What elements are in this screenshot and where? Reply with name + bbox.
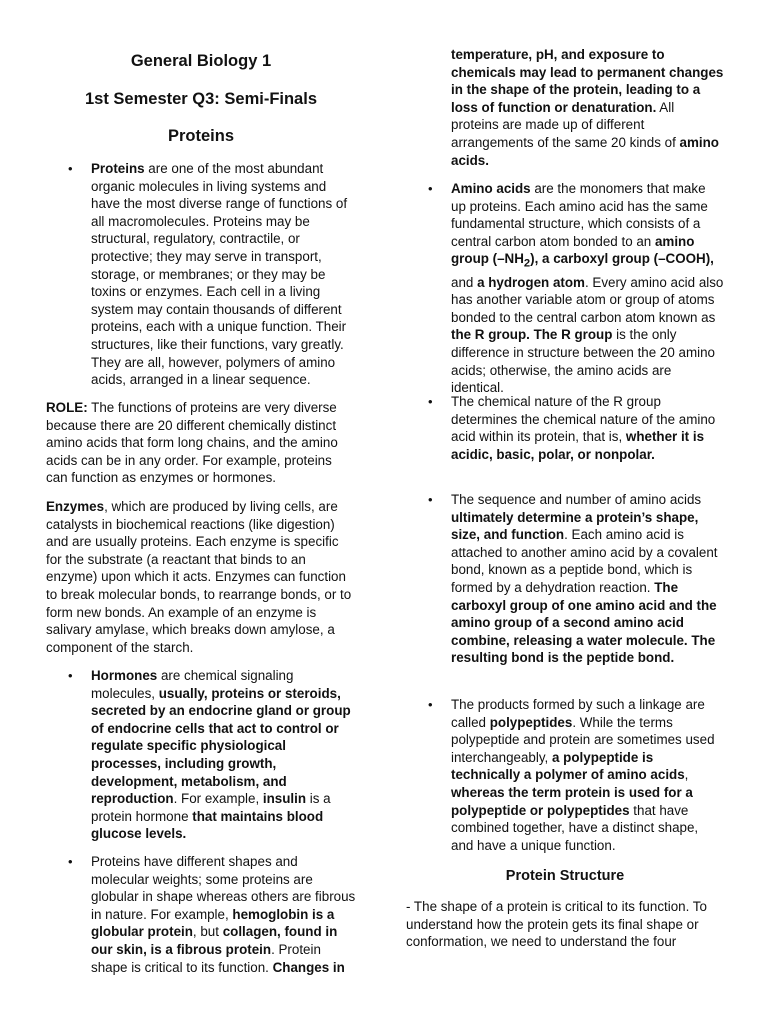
polypeptides-bullet <box>406 696 724 854</box>
proteins-paragraph: • Proteins are one of the most abundant organic molecules in living systems and have the most diverse range of functions of all macromolecules. Proteins may be structural, regulatory, contractile, or protective; they may serve in transport, storage, or membranes; or they may be toxins or enzymes. Each cell in a living system may contain thousands of different proteins, each with a unique function. Their structures, like their functions, vary greatly. They are all, however, polymers of amino acids, arranged in a linear sequence. <box>91 161 348 388</box>
sequence-paragraph: • The sequence and number of amino acids ultimately determine a protein’s shape, size, and function. Each amino acid is attached to another amino acid by a covalent bond, known as a peptide bond, which is formed by a dehydration reaction. The carboxyl group of one amino acid and the amino group of a second amino acid combine, releasing a water molecule. The resulting bond is the peptide bond. <box>451 492 718 666</box>
amino-acids-paragraph: • Amino acids are the monomers that make up proteins. Each amino acid has the same fundamental structure, which consists of a central carbon atom bonded to an amino group $(-NH_2)$, a carboxyl group (–COOH), and a hydrogen atom. Every amino acid also has another variable atom or group of atoms bonded to the central carbon atom known as the R group. The R group is the only difference in structure between the 20 amino acids; otherwise, the amino acids are identical. <box>451 181 724 396</box>
course-title: General Biology 1 <box>130 52 272 70</box>
denaturation-paragraph: temperature, pH, and exposure to chemicals may lead to permanent changes in the shape of the protein, leading to a loss of function or denaturation. All proteins are made up of different arrangements of the same 20 kinds of amino acids. <box>451 47 724 168</box>
enzymes-paragraph: Enzymes, which are produced by living cells, are catalysts in biochemical reactions (like digestion) and are usually proteins. Each enzyme is specific for the substrate (a reactant that binds to an enzyme) upon which it acts. Enzymes can function to break molecular bonds, to rearrange bonds, or to form new bonds. An example of an enzyme is salivary amylase, which breaks down amylose, a component of the starch. <box>46 499 352 655</box>
hormones-paragraph: • Hormones are chemical signaling molecules, usually, proteins or steroids, secreted by an endocrine gland or group of endocrine cells that act to control or regulate specific physiological processes, including growth, development, metabolism, and reproduction. For example, insulin is a protein hormone that maintains blood glucose levels. <box>91 668 351 842</box>
amino-acids-bullet <box>406 180 724 397</box>
proteins-bullet <box>46 160 356 389</box>
r-group-bullet <box>406 393 724 463</box>
shapes-paragraph: • Proteins have different shapes and molecular weights; some proteins are globular in shape whereas others are fibrous in nature. For example, hemoglobin is a globular protein, but collagen, found in our skin, is a fibrous protein. Protein shape is critical to its function. Changes in <box>91 854 356 975</box>
sequence-bullet <box>406 491 724 667</box>
protein-structure-heading: Protein Structure <box>505 868 625 884</box>
topic-title: Proteins <box>167 127 235 145</box>
continued-text <box>406 46 724 169</box>
hormones-bullet <box>46 667 356 843</box>
r-group-paragraph: • The chemical nature of the R group determines the chemical nature of the amino acid within its protein, that is, whether it is acidic, basic, polar, or nonpolar. <box>451 394 716 462</box>
shapes-bullet <box>46 853 356 976</box>
polypeptides-paragraph: • The products formed by such a linkage are called polypeptides. While the terms polypeptide and protein are sometimes used interchangeably, a polypeptide is technically a polymer of amino acids, whereas the term protein is used for a polypeptide or polypeptides that have combined together, have a distinct shape, and have a unique function. <box>451 697 715 853</box>
role-paragraph: ROLE: The functions of proteins are very diverse because there are 20 different chemically distinct amino acids that form long chains, and the amino acids can be in any order. For example, proteins can function as enzymes or hormones. <box>46 400 338 486</box>
protein-structure-paragraph: - The shape of a protein is critical to its function. To understand how the protein gets its final shape or conformation, we need to understand the four <box>406 899 707 950</box>
semester-title: 1st Semester Q3: Semi-Finals <box>84 90 317 108</box>
